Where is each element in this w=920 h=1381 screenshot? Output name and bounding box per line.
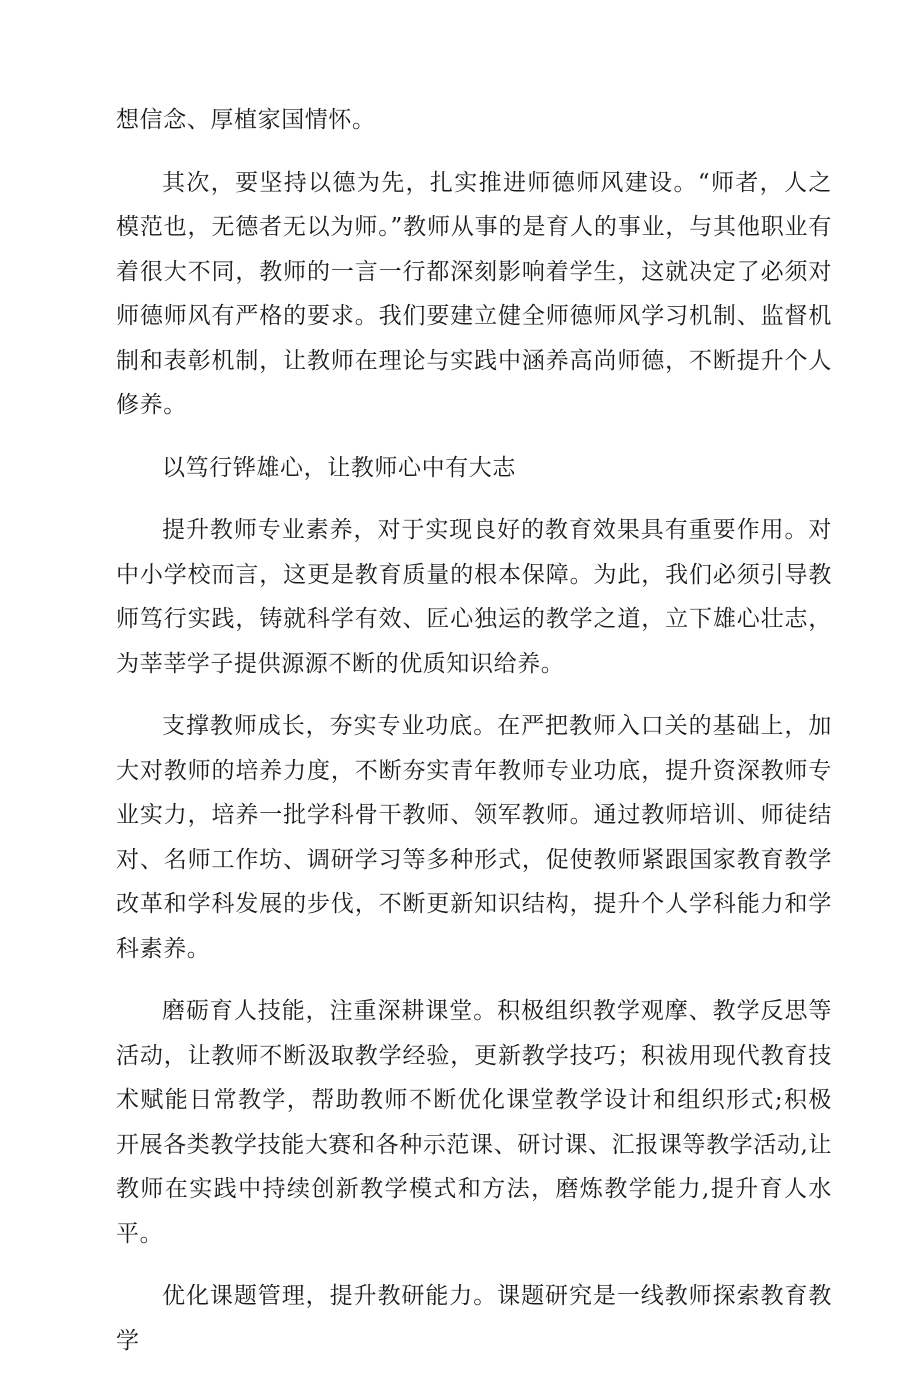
paragraph-continuation: 想信念、厚植家国情怀。	[116, 107, 376, 133]
document-body	[116, 98, 832, 1381]
paragraph-professional-quality: 提升教师专业素养，对于实现良好的教育效果具有重要作用。对中小学校而言，这更是教育质量的根本保障。为此，我们必须引导教师笃行实践，铸就科学有效、匠心独运的教学之道，立下雄心壮志，为莘莘学子提供源源不断的优质知识给养。	[116, 517, 832, 677]
paragraph-teaching-skills: 磨砺育人技能，注重深耕课堂。积极组织教学观摩、教学反思等活动，让教师不断汲取教学经验，更新教学技巧；积祓用现代教育技术赋能日常教学，帮助教师不断优化课堂教学设计和组织形式;积极开展各类教学技能大赛和各种示范课、研讨课、汇报课等教学活动,让教师在实践中持续创新教学模式和方法，磨炼教学能力,提升育人水平。	[116, 998, 832, 1247]
paragraph-teacher-growth: 支撑教师成长，夯实专业功底。在严把教师入口关的基础上，加大对教师的培养力度，不断夯实青年教师专业功底，提升资深教师专业实力，培养一批学科骨干教师、领军教师。通过教师培训、师徒结对、名师工作坊、调研学习等多种形式，促使教师紧跟国家教育教学改革和学科发展的步伐，不断更新知识结构，提升个人学科能力和学科素养。	[116, 713, 832, 962]
section-heading: 以笃行铧雄心，让教师心中有大志	[162, 454, 516, 481]
paragraph-research-management: 优化课题管理，提升教研能力。课题研究是一线教师探索教育教学	[116, 1283, 832, 1354]
paragraph-teacher-ethics: 其次，要坚持以德为先，扎实推进师德师风建设。“师者，人之模范也，无德者无以为师。”教师从事的是育人的事业，与其他职业有着很大不同，教师的一言一行都深刻影响着学生，这就决定了必须对师德师风有严格的要求。我们要建立健全师德师风学习机制、监督机制和表彰机制，让教师在理论与实践中涵养高尚师德，不断提升个人修养。	[116, 169, 832, 418]
